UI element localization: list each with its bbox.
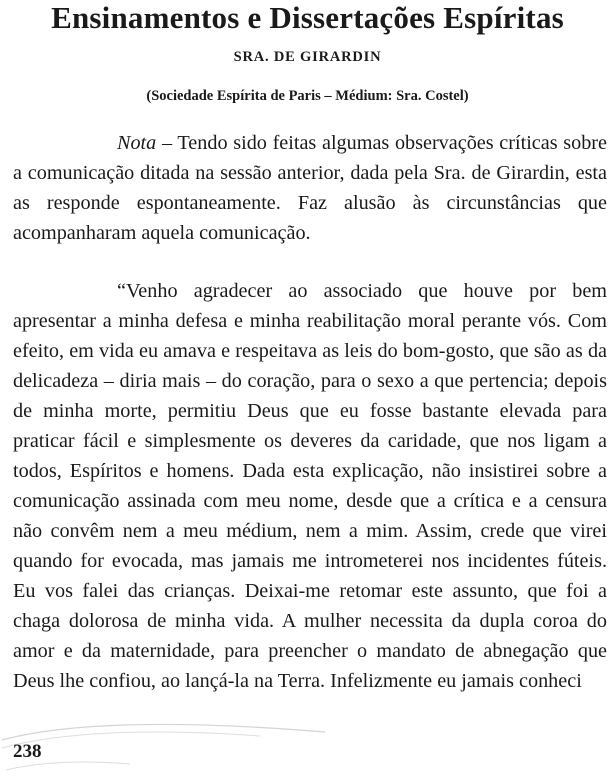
page-number: 238 [13,741,42,762]
message-paragraph [13,276,607,696]
note-paragraph [13,128,607,248]
note-label: Nota [117,132,157,154]
session-subtitle: (Sociedade Espírita de Paris – Médium: Sra. Costel) [146,88,469,104]
page-corner-ornament [0,718,330,776]
chapter-title: Ensinamentos e Dissertações Espíritas [51,0,564,35]
message-text: “Venho agradecer ao associado que houve por bem apresentar a minha defesa e minha reabilitação moral perante vós. Com efeito, em vida eu amava e respeitava as leis do bom-gosto, que são as da delicadeza – diria mais – do coração, para o sexo a que pertencia; depois de minha morte, permitiu Deus que eu fosse bastante elevada para praticar fácil e simplesmente os deveres da caridade, que nos ligam a todos, Espíritos e homens. Dada esta explicação, não insistirei sobre a comunicação assinada com meu nome, desde que a crítica e a censura não convêm nem a meu médium, nem a mim. Assim, crede que virei quando for evocada, mas jamais me intrometerei nos incidentes fúteis. Eu vos falei das crianças. Deixai-me retomar este assunto, que foi a chaga dolorosa de minha vida. A mulher necessita da dupla coroa do amor e da maternidade, para preencher o mandato de abnegação que Deus lhe confiou, ao lançá-la na Terra. Infelizmente eu jamais conheci [13,280,607,692]
author-name: SRA. DE GIRARDIN [233,49,382,65]
note-text: – Tendo sido feitas algumas observações críticas sobre a comunicação ditada na sessão anterior, dada pela Sra. de Girardin, esta as responde espontaneamente. Faz alusão às circunstâncias que acompanharam aquela comunicação. [13,132,607,244]
